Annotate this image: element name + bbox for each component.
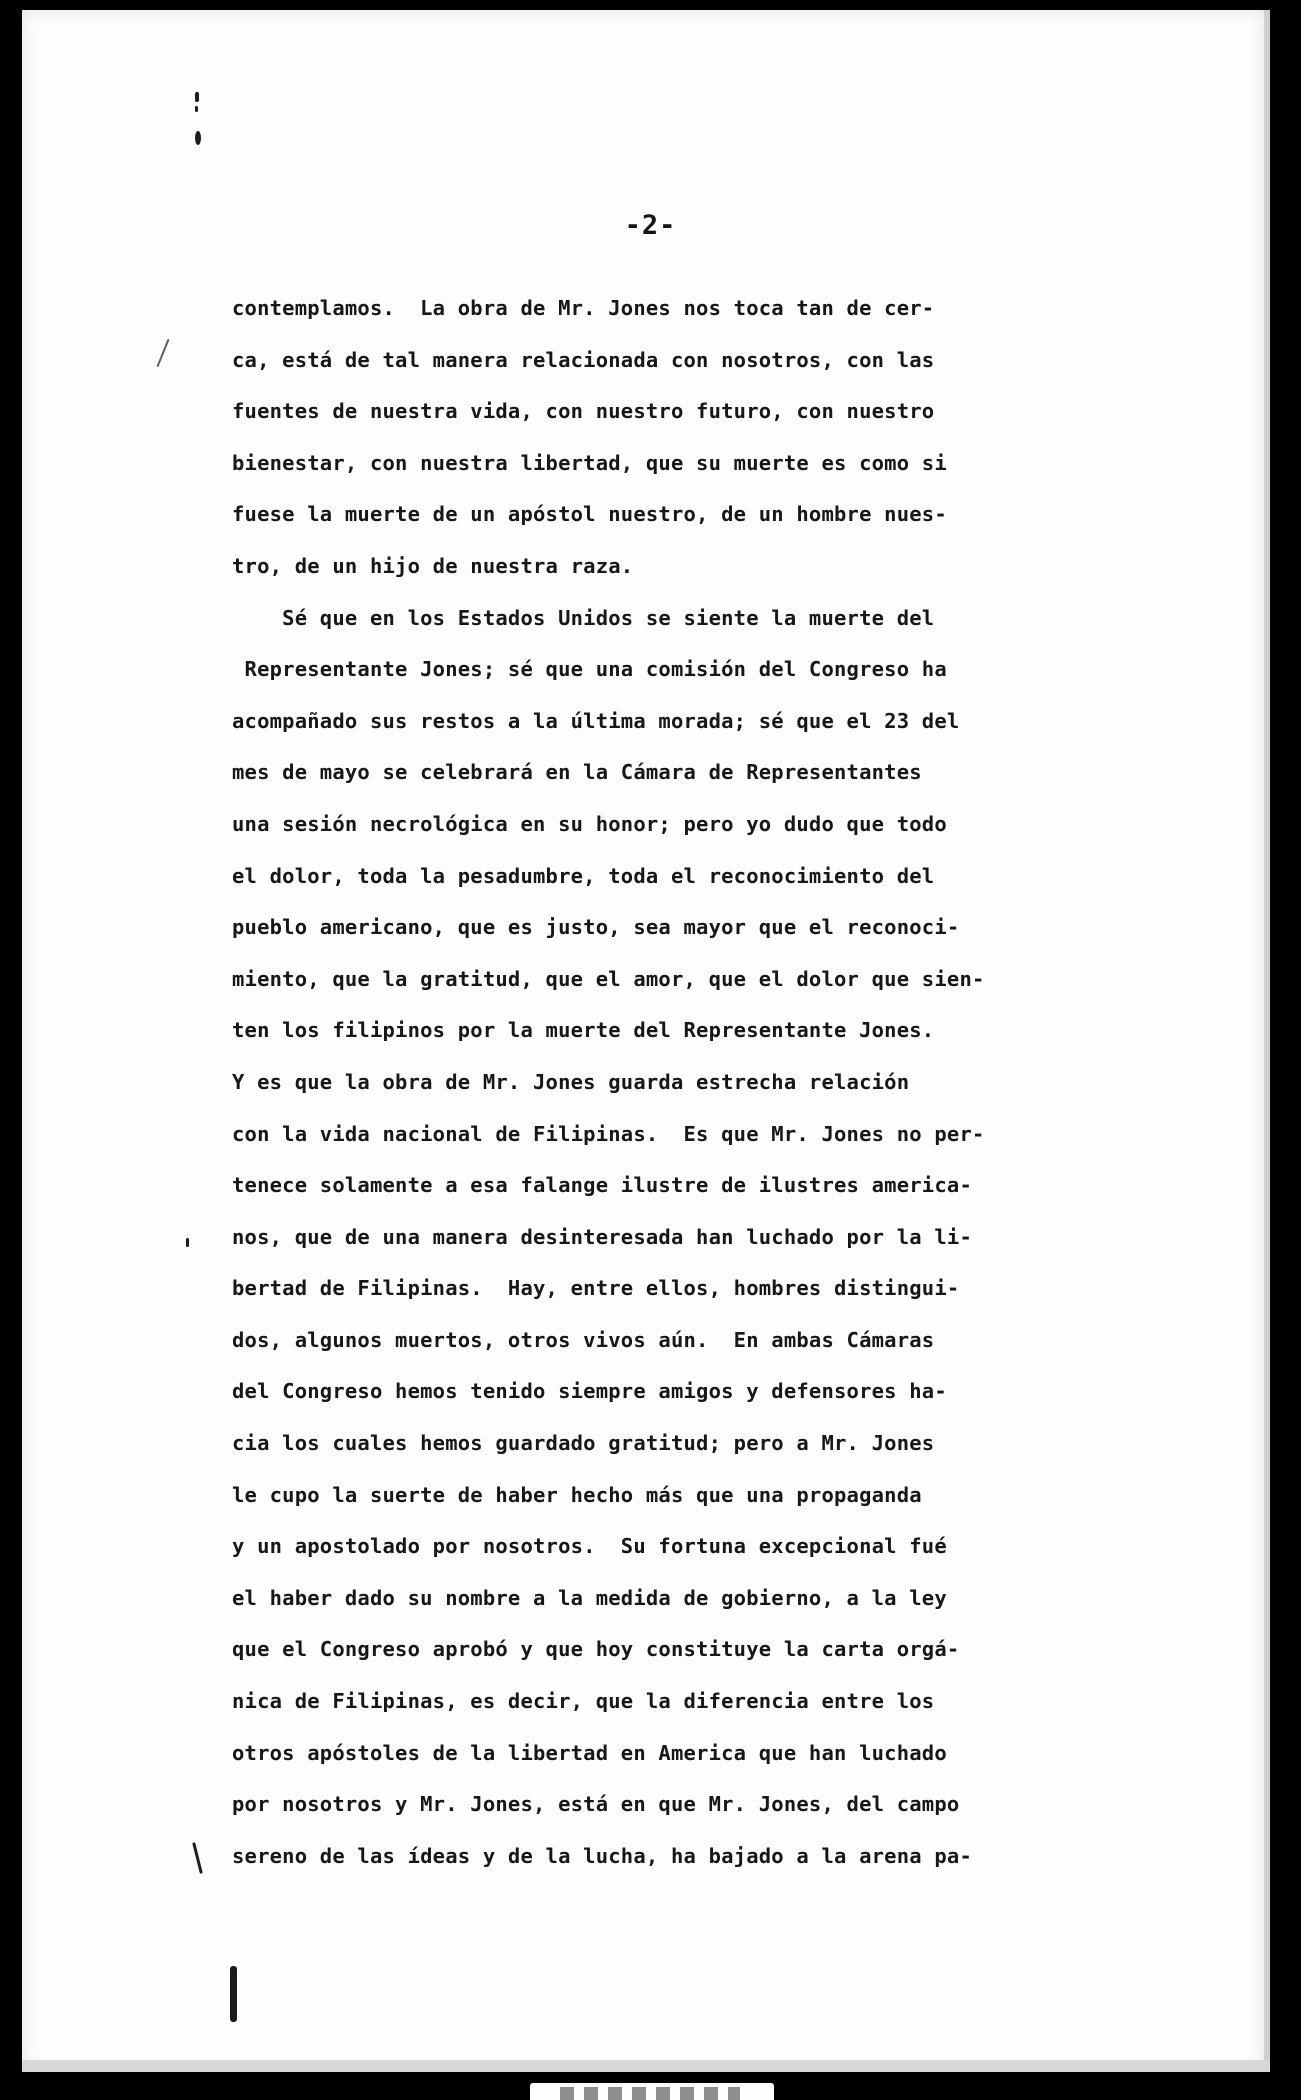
text-line: bienestar, con nuestra libertad, que su muerte es como si [232, 450, 947, 475]
text-line: le cupo la suerte de haber hecho más que una propaganda [232, 1482, 922, 1507]
text-line: miento, que la gratitud, que el amor, que el dolor que sien- [232, 966, 985, 991]
margin-mark [195, 106, 198, 112]
margin-mark [195, 131, 201, 145]
margin-mark [230, 1966, 237, 2022]
page-edge-bottom [22, 2060, 1270, 2072]
text-line: pueblo americano, que es justo, sea mayor que el reconoci- [232, 915, 960, 940]
text-line: por nosotros y Mr. Jones, está en que Mr. Jones, del campo [232, 1792, 960, 1817]
text-line: tenece solamente a esa falange ilustre de ilustres america- [232, 1173, 972, 1198]
text-line: el dolor, toda la pesadumbre, toda el reconocimiento del [232, 863, 935, 888]
text-line: que el Congreso aprobó y que hoy constituye la carta orgá- [232, 1637, 960, 1662]
text-line: del Congreso hemos tenido siempre amigos y defensores ha- [232, 1379, 947, 1404]
text-line: dos, algunos muertos, otros vivos aún. En ambas Cámaras [232, 1327, 935, 1352]
text-line: Representante Jones; sé que una comisión del Congreso ha [232, 657, 947, 682]
text-line: cia los cuales hemos guardado gratitud; pero a Mr. Jones [232, 1431, 935, 1456]
margin-mark [195, 92, 199, 102]
text-line: con la vida nacional de Filipinas. Es que Mr. Jones no per- [232, 1121, 985, 1146]
text-line: bertad de Filipinas. Hay, entre ellos, hombres distingui- [232, 1276, 960, 1301]
text-line: nos, que de una manera desinteresada han luchado por la li- [232, 1224, 972, 1249]
text-line: sereno de las ídeas y de la lucha, ha bajado a la arena pa- [232, 1843, 972, 1868]
margin-mark [186, 1238, 189, 1247]
body-text [232, 283, 1152, 1882]
text-line: mes de mayo se celebrará en la Cámara de Representantes [232, 760, 922, 785]
text-line: fuese la muerte de un apóstol nuestro, de un hombre nues- [232, 502, 947, 527]
text-line: nica de Filipinas, es decir, que la diferencia entre los [232, 1689, 935, 1714]
archive-label-ink [560, 2087, 740, 2100]
page-number: -2- [624, 210, 677, 241]
page-edge [1264, 10, 1270, 2070]
text-line: el haber dado su nombre a la medida de gobierno, a la ley [232, 1585, 947, 1610]
text-line: ca, está de tal manera relacionada con nosotros, con las [232, 347, 935, 372]
text-line: ten los filipinos por la muerte del Representante Jones. [232, 1018, 935, 1043]
text-line: contemplamos. La obra de Mr. Jones nos toca tan de cer- [232, 296, 935, 320]
text-line: Sé que en los Estados Unidos se siente la muerte del [232, 605, 935, 630]
text-line: una sesión necrológica en su honor; pero yo dudo que todo [232, 811, 947, 836]
text-line: acompañado sus restos a la última morada; sé que el 23 del [232, 708, 960, 733]
text-line: y un apostolado por nosotros. Su fortuna excepcional fué [232, 1534, 947, 1559]
text-line: fuentes de nuestra vida, con nuestro futuro, con nuestro [232, 399, 935, 424]
text-line: otros apóstoles de la libertad en America que han luchado [232, 1740, 947, 1765]
text-line: tro, de un hijo de nuestra raza. [232, 553, 634, 578]
text-line: Y es que la obra de Mr. Jones guarda estrecha relación [232, 1069, 910, 1094]
